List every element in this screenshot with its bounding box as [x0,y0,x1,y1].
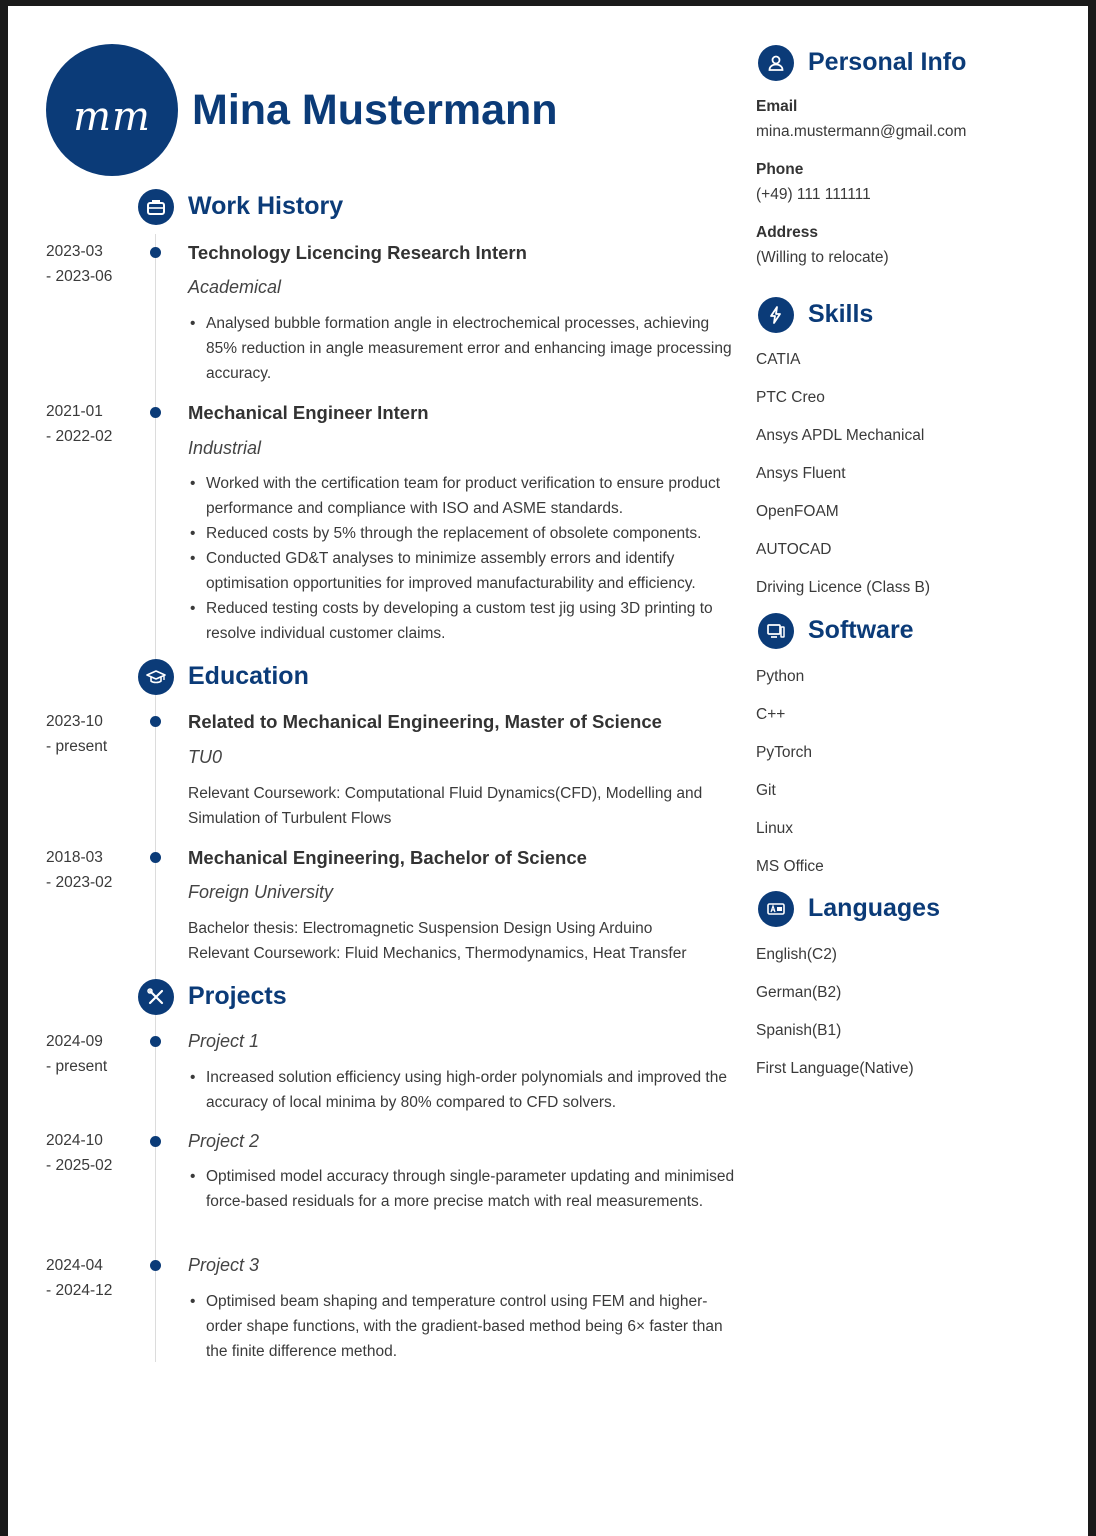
language-item: Spanish(B1) [756,1022,842,1039]
bullet-item: • Reduced testing costs by developing a custom test jig using 3D printing to resolve individual customer claims. [188,596,740,646]
software-list [756,667,824,895]
timeline-dot [150,716,161,727]
degree-title: Mechanical Engineering, Bachelor of Science [188,847,587,868]
graduation-cap-icon [138,659,174,695]
education-details: Relevant Coursework: Computational Fluid Dynamics(CFD), Modelling and Simulation of Turbulent Flows [188,785,703,827]
section-title-personal-info: Personal Info [808,48,967,76]
bullet-item: • Optimised beam shaping and temperature control using FEM and higher-order shape functions, with the gradient-based method being 6× faster than the finite difference method. [188,1289,740,1364]
email-label: Email [756,98,798,115]
project-bullets [188,1289,740,1364]
timeline-dot [150,407,161,418]
timeline-dot [150,247,161,258]
software-item: Linux [756,820,794,837]
education-date: 2018-03 - 2023-02 [46,849,113,891]
skill-item: CATIA [756,351,801,368]
lightning-icon [758,297,794,333]
section-title-work-history: Work History [188,192,344,220]
skill-item: AUTOCAD [756,541,832,558]
project-name: Project 1 [188,1031,260,1051]
degree-title: Related to Mechanical Engineering, Master of Science [188,711,662,732]
resume-page [8,6,1088,1536]
tools-icon [138,979,174,1015]
job-date: 2021-01 - 2022-02 [46,403,113,445]
project-name: Project 2 [188,1131,260,1151]
section-title-languages: Languages [808,894,940,922]
phone-value: (+49) 111 111111 [756,186,871,203]
software-item: Python [756,668,805,685]
languages-list [756,945,914,1097]
school-name: Foreign University [188,882,334,902]
candidate-name: Mina Mustermann [192,86,558,134]
skill-item: Ansys APDL Mechanical [756,427,925,444]
job-organization: Academical [188,277,282,297]
project-date: 2024-10 - 2025-02 [46,1132,113,1174]
timeline-dot [150,1260,161,1271]
job-organization: Industrial [188,438,262,458]
project-name: Project 3 [188,1255,260,1275]
bullet-item: • Analysed bubble formation angle in electrochemical processes, achieving 85% reduction in angle measurement error and enhancing image processing accuracy. [188,311,740,386]
skill-item: Ansys Fluent [756,465,846,482]
section-title-education: Education [188,662,309,690]
job-date: 2023-03 - 2023-06 [46,243,113,285]
software-item: Git [756,782,776,799]
job-title: Technology Licencing Research Intern [188,242,527,263]
bullet-item: • Optimised model accuracy through single-parameter updating and minimised force-based residuals for a more precise match with real measurements. [188,1164,740,1214]
language-item: German(B2) [756,984,842,1001]
skills-list [756,350,930,616]
timeline-dot [150,1036,161,1047]
education-date: 2023-10 - present [46,713,108,755]
address-label: Address [756,224,819,241]
address-value: (Willing to relocate) [756,249,889,266]
job-title: Mechanical Engineer Intern [188,402,429,423]
timeline-line [155,234,156,1362]
bullet-item: • Reduced costs by 5% through the replacement of obsolete components. [188,521,740,546]
email-value[interactable]: mina.mustermann@gmail.com [756,123,967,140]
translate-icon [758,891,794,927]
bullet-item: • Conducted GD&T analyses to minimize assembly errors and identify optimisation opportunities for improved manufacturability and efficiency. [188,546,740,596]
bullet-item: • Increased solution efficiency using high-order polynomials and improved the accuracy of local minima by 80% compared to CFD solvers. [188,1065,740,1115]
briefcase-icon [138,189,174,225]
bullet-item: • Worked with the certification team for product verification to ensure product performance and compliance with ISO and ASME standards. [188,471,740,521]
user-icon [758,45,794,81]
monogram-avatar: mm [46,44,178,176]
computer-icon [758,613,794,649]
project-bullets [188,1065,740,1115]
section-title-software: Software [808,616,914,644]
skill-item: PTC Creo [756,389,825,406]
project-date: 2024-04 - 2024-12 [46,1257,113,1299]
timeline-dot [150,852,161,863]
section-title-skills: Skills [808,300,874,328]
skill-item: OpenFOAM [756,503,839,520]
language-item: English(C2) [756,946,837,963]
software-item: PyTorch [756,744,812,761]
project-date: 2024-09 - present [46,1033,108,1075]
section-title-projects: Projects [188,982,287,1010]
software-item: C++ [756,706,786,723]
school-name: TU0 [188,747,223,767]
job-bullets [188,311,740,386]
phone-label: Phone [756,161,804,178]
skill-item: Driving Licence (Class B) [756,579,930,596]
project-bullets [188,1164,740,1214]
timeline-dot [150,1136,161,1147]
job-bullets [188,471,740,646]
software-item: MS Office [756,858,824,875]
education-details: Bachelor thesis: Electromagnetic Suspension Design Using Arduino Relevant Coursework: Fluid Mechanics, Thermodynamics, Heat Transfer [188,920,687,962]
language-item: First Language(Native) [756,1060,914,1077]
